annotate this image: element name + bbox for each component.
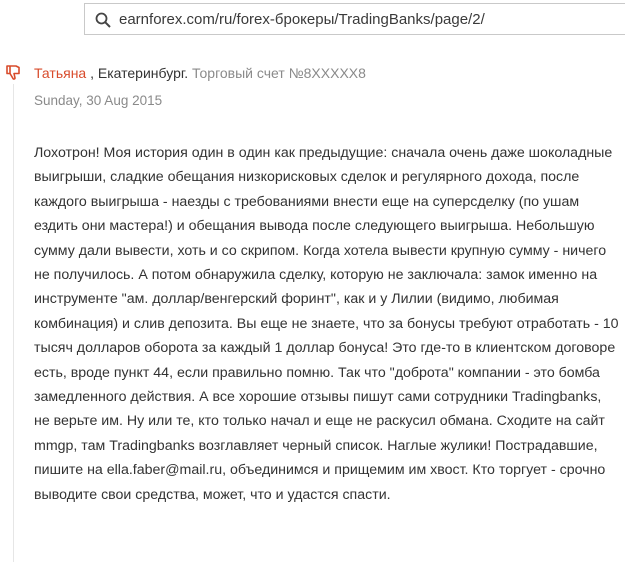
review-divider <box>13 84 14 562</box>
review-header <box>34 65 366 81</box>
review-body-line: комбинация) и слив депозита. Вы еще не знаете, что за бонусы требуют отработать - 10 <box>34 315 619 332</box>
review-body-line: замедленного действия. А все хорошие отзывы пишут сами сотрудники Tradingbanks, <box>34 389 602 406</box>
review-body-line: выводите свои средства, может, что и удастся спасти. <box>34 486 391 503</box>
review-body-line: инструменте "ам. доллар/венгерский форинт", как и у Лилии (видимо, любимая <box>34 291 559 308</box>
review-body-line: есть, вроде пункт 44, если правильно помню. Так что "доброта" компании - это бомба <box>34 364 600 381</box>
review-body <box>34 141 619 507</box>
review-author[interactable]: Татьяна <box>34 65 87 81</box>
review-body-line: тысяч долларов оборота за каждый 1 доллар бонуса! Это где-то в клиентском договоре <box>34 340 616 357</box>
review-body-line: mmgp, там Tradingbanks возглавляет черный список. Наглые жулики! Пострадавшие, <box>34 437 598 454</box>
url-text[interactable]: earnforex.com/ru/forex-брокеры/TradingBanks/page/2/ <box>119 11 485 28</box>
review-body-line: каждого выигрыша - наезды с требованиями внести еще на суперсделку (по ушам <box>34 193 580 210</box>
review-account: Торговый счет №8XXXXX8 <box>192 65 366 81</box>
review-date: Sunday, 30 Aug 2015 <box>34 93 163 108</box>
review-body-line: ездить они мастера!) и обещания вывода после следующего выигрыша. Небольшую <box>34 218 595 235</box>
review-body-line: не верьте им. Ну или те, кто только начал и еще не раскусил обмана. Сходите на сайт <box>34 413 605 430</box>
review-body-line: сумму дали вывести, хоть и со скрипом. Когда хотела вывести крупную сумму - ничего <box>34 242 607 259</box>
thumbs-down-icon <box>6 64 21 80</box>
review-body-line: Лохотрон! Моя история один в один как предыдущие: сначала очень даже шоколадные <box>34 145 613 161</box>
review-body-line: пишите на ella.faber@mail.ru, объединимся и прищемим им хвост. Кто торгует - срочно <box>34 462 606 479</box>
review-city: , Екатеринбург. <box>86 65 189 81</box>
review-body-line: не получилось. А потом обнаружила сделку, которую не заключала: замок именно на <box>34 267 598 284</box>
address-bar[interactable] <box>84 3 625 35</box>
search-icon <box>95 12 111 28</box>
review-body-line: выигрыши, сладкие обещания низкорисковых сделок и регулярного дохода, после <box>34 169 580 186</box>
